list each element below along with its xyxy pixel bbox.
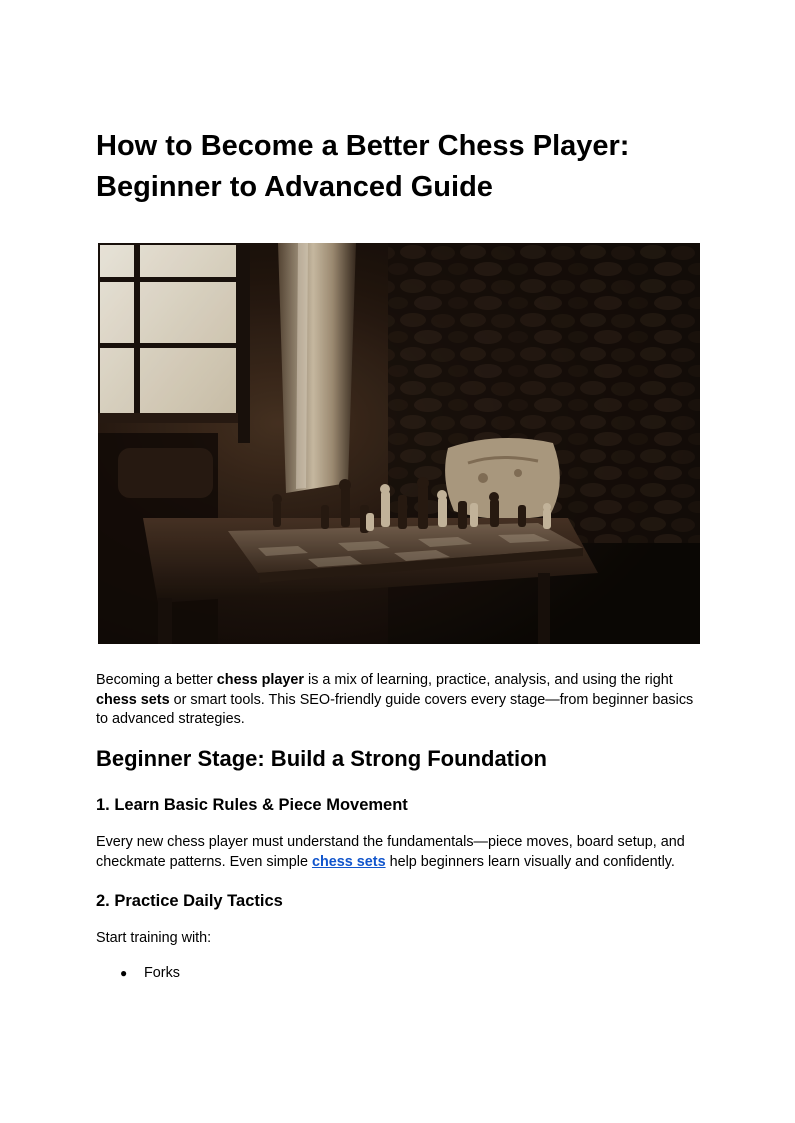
intro-bold-chess-sets: chess sets bbox=[96, 691, 170, 708]
basic-rules-paragraph bbox=[96, 833, 701, 872]
intro-bold-chess-player: chess player bbox=[216, 672, 304, 688]
subheading-basic-rules: 1. Learn Basic Rules & Piece Movement bbox=[96, 796, 408, 814]
chess-room-photo bbox=[98, 243, 700, 644]
tactics-list bbox=[96, 962, 180, 984]
title-line-1: How to Become a Better Chess Player: bbox=[96, 130, 630, 162]
list-item-label: Forks bbox=[144, 965, 180, 981]
chess-sets-link[interactable]: chess sets bbox=[311, 853, 386, 870]
section-heading-beginner: Beginner Stage: Build a Strong Foundation bbox=[96, 746, 547, 771]
bullet-icon: ● bbox=[120, 966, 128, 980]
document-title bbox=[96, 126, 701, 208]
intro-text-1: Becoming a better bbox=[96, 672, 217, 688]
intro-paragraph bbox=[96, 671, 701, 730]
daily-tactics-lead: Start training with: bbox=[96, 930, 212, 946]
intro-text-3: or smart tools. This SEO-friendly guide covers every stage—from beginner basics to advanced strategies. bbox=[96, 691, 694, 727]
list-item bbox=[96, 962, 180, 984]
basic-rules-text-1: Every new chess player must understand the fundamentals—piece moves, board setup, and checkmate patterns. Even simple bbox=[96, 834, 685, 870]
basic-rules-text-2: help beginners learn visually and confidently. bbox=[385, 853, 675, 870]
subheading-daily-tactics: 2. Practice Daily Tactics bbox=[96, 892, 283, 910]
title-line-2: Beginner to Advanced Guide bbox=[96, 171, 493, 203]
intro-text-2: is a mix of learning, practice, analysis, and using the right bbox=[304, 672, 673, 688]
